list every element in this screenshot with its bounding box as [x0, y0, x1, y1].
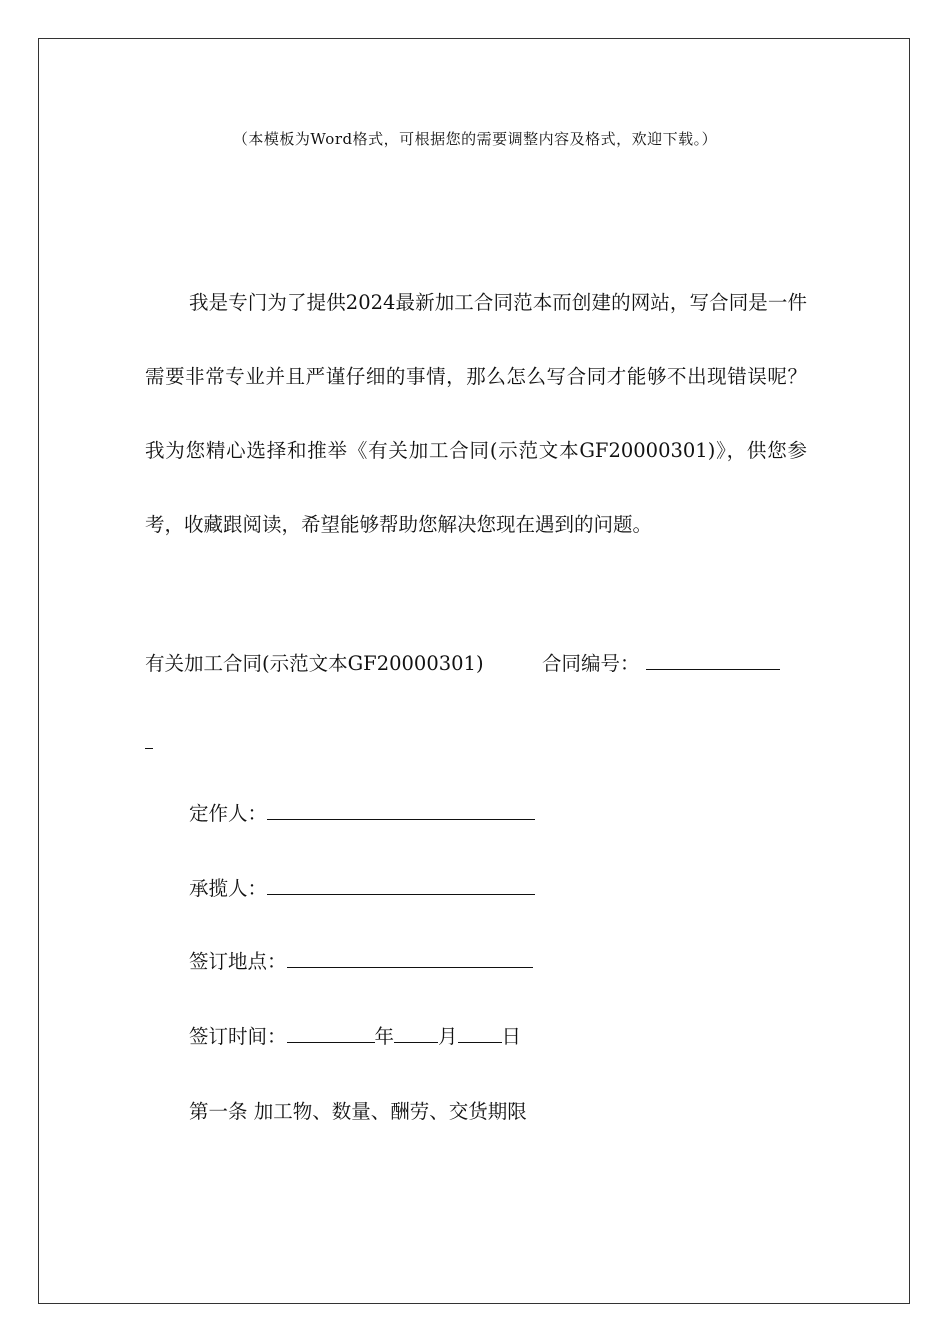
place-row	[189, 946, 533, 974]
contractor-row	[189, 873, 535, 901]
article-1-heading: 第一条 加工物、数量、酬劳、交货期限	[189, 1100, 527, 1123]
place-field[interactable]	[287, 947, 533, 968]
contract-title-row	[145, 648, 780, 676]
time-label: 签订时间：	[189, 1025, 287, 1048]
intro-paragraph: 我是专门为了提供2024最新加工合同范本而创建的网站，写合同是一件需要非常专业并且严谨仔细的事情，那么怎么写合同才能够不出现错误呢？我为您精心选择和推举《有关加工合同(示范文本GF20000301)》，供您参考，收藏跟阅读，希望能够帮助您解决您现在遇到的问题。	[145, 291, 807, 536]
orderer-label: 定作人：	[189, 802, 268, 825]
year-label: 年	[374, 1025, 395, 1048]
contractor-field[interactable]	[267, 874, 535, 895]
orderer-row	[189, 798, 535, 826]
orderer-field[interactable]	[267, 799, 535, 820]
contractor-label: 承揽人：	[189, 877, 268, 900]
year-field[interactable]	[287, 1022, 375, 1043]
template-note: （本模板为Word格式，可根据您的需要调整内容及格式，欢迎下载。）	[232, 130, 718, 148]
day-label: 日	[501, 1025, 522, 1048]
day-field[interactable]	[458, 1022, 502, 1043]
contract-number-label: 合同编号：	[541, 652, 640, 675]
contract-number-field[interactable]	[646, 649, 780, 670]
place-label: 签订地点：	[189, 950, 287, 973]
contract-title: 有关加工合同(示范文本GF20000301)	[145, 652, 484, 675]
time-row	[189, 1021, 521, 1049]
month-label: 月	[438, 1025, 458, 1048]
month-field[interactable]	[394, 1022, 438, 1043]
contract-number-field-continuation	[145, 748, 153, 749]
